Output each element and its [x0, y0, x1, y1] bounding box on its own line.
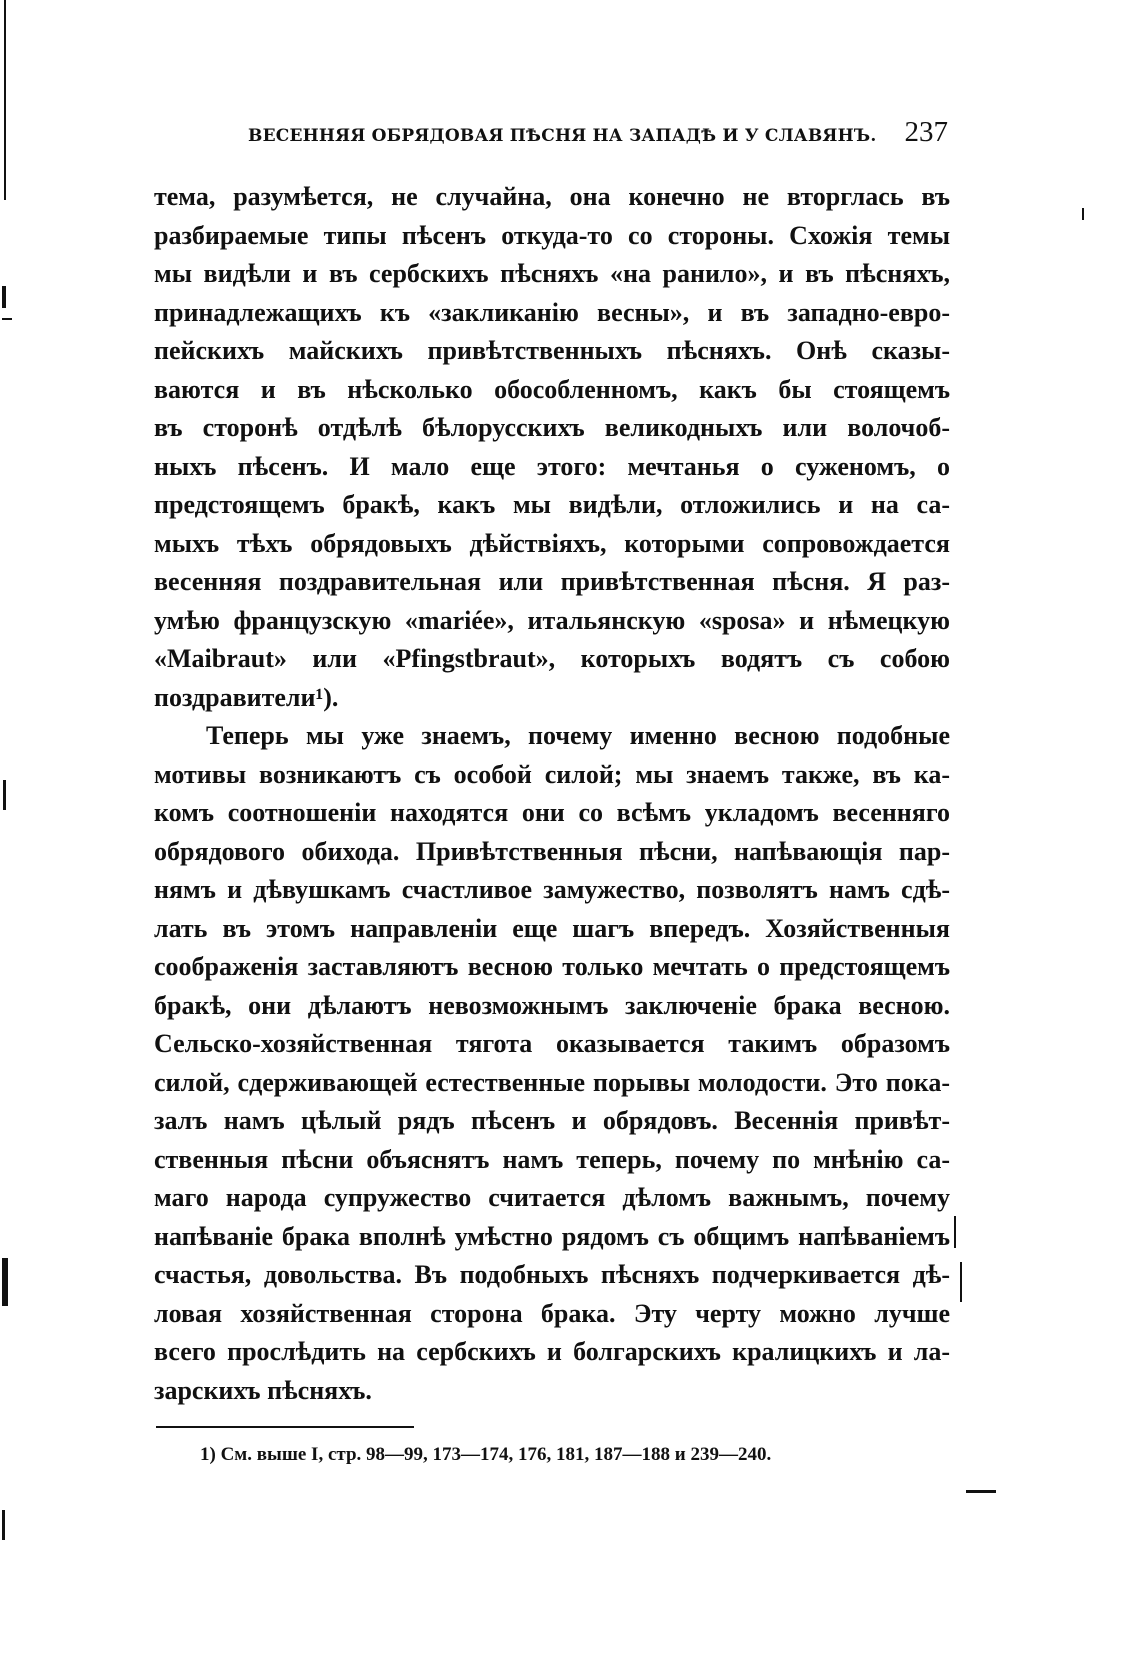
text-line: Сельско-хозяйственная тягота оказывается такимъ образомъ	[154, 1029, 950, 1058]
scan-margin-mark	[2, 1258, 8, 1306]
text-line: мыхъ тѣхъ обрядовыхъ дѣйствіяхъ, которыми сопровождается	[154, 528, 950, 558]
paragraph-1	[154, 178, 950, 717]
text-line: напѣваніе брака вполнѣ умѣстно рядомъ съ общимъ напѣваніемъ	[154, 1221, 950, 1251]
scan-margin-mark	[2, 286, 6, 308]
text-line: ныхъ пѣсенъ. И мало еще этого: мечтанья о суженомъ, о	[154, 451, 950, 481]
text-line: пейскихъ майскихъ привѣтственныхъ пѣсняхъ. Онѣ сказы-	[154, 336, 950, 365]
text-line: весенняя поздравительная или привѣтственная пѣсня. Я раз-	[154, 567, 950, 596]
scan-margin-mark	[954, 1216, 956, 1248]
text-line: мы видѣли и въ сербскихъ пѣсняхъ «на ранило», и въ пѣсняхъ,	[154, 259, 950, 288]
text-line: соображенія заставляютъ весною только мечтать о предстоящемъ	[154, 952, 950, 981]
text-line: мотивы возникаютъ съ особой силой; мы знаемъ также, въ ка-	[154, 759, 950, 789]
text-line: ственныя пѣсни объяснятъ намъ теперь, почему по мнѣнію са-	[154, 1144, 950, 1174]
scan-margin-mark	[966, 1490, 996, 1493]
scan-margin-mark	[4, 0, 6, 200]
text-line: нямъ и дѣвушкамъ счастливое замужество, позволятъ намъ сдѣ-	[154, 875, 950, 904]
text-line: умѣю французскую «mariée», итальянскую «sposa» и нѣмецкую	[154, 605, 950, 635]
footnote: 1) См. выше I, стр. 98—99, 173—174, 176, 181, 187—188 и 239—240.	[200, 1444, 772, 1465]
scan-margin-mark	[3, 780, 6, 810]
text-line: въ сторонѣ отдѣлѣ бѣлорусскихъ великодныхъ или волочоб-	[154, 413, 950, 442]
text-line: всего прослѣдить на сербскихъ и болгарскихъ кралицкихъ и ла-	[154, 1337, 950, 1366]
text-line: тема, разумѣется, не случайна, она конечно не вторглась въ	[154, 182, 950, 211]
page-header	[248, 116, 948, 156]
text-line: предстоящемъ бракѣ, какъ мы видѣли, отложились и на са-	[154, 490, 950, 519]
text-line: комъ соотношеніи находятся они со всѣмъ укладомъ весенняго	[154, 798, 950, 827]
page-number: 237	[904, 116, 948, 148]
scan-margin-mark	[2, 318, 12, 320]
scan-margin-mark	[1082, 208, 1084, 220]
scan-margin-mark	[960, 1262, 962, 1302]
text-line: ловая хозяйственная сторона брака. Эту черту можно лучше	[154, 1298, 950, 1328]
text-line: бракѣ, они дѣлаютъ невозможнымъ заключеніе брака весною.	[154, 990, 950, 1020]
text-line: Теперь мы уже знаемъ, почему именно весною подобные	[206, 721, 950, 750]
text-line: обрядового обихода. Привѣтственныя пѣсни, напѣвающія пар-	[154, 836, 950, 866]
scan-margin-mark	[2, 1510, 5, 1540]
text-line: «Maibraut» или «Pfingstbraut», которыхъ водятъ съ собою	[154, 644, 950, 673]
paragraph-2	[154, 717, 950, 1410]
text-line: разбираемые типы пѣсенъ откуда-то со стороны. Схожія темы	[154, 220, 950, 250]
text-line: лать въ этомъ направленіи еще шагъ впередъ. Хозяйственныя	[154, 913, 950, 943]
text-line: принадлежащихъ къ «закликанію весны», и въ западно-евро-	[154, 297, 950, 327]
text-line: счастья, довольства. Въ подобныхъ пѣсняхъ подчеркивается дѣ-	[154, 1260, 950, 1289]
footnote-rule	[156, 1426, 414, 1428]
text-line: ваются и въ нѣсколько обособленномъ, какъ бы стоящемъ	[154, 374, 950, 404]
text-line: маго народа супружество считается дѣломъ важнымъ, почему	[154, 1183, 950, 1212]
body-text	[154, 178, 950, 1410]
text-line: поздравители¹).	[154, 682, 339, 712]
running-head: ВЕСЕННЯЯ ОБРЯДОВАЯ ПѢСНЯ НА ЗАПАДѢ И У СЛАВЯНЪ.	[248, 126, 877, 146]
text-line: залъ намъ цѣлый рядъ пѣсенъ и обрядовъ. Весеннія привѣт-	[154, 1106, 950, 1135]
text-line: силой, сдерживающей естественные порывы молодости. Это пока-	[154, 1067, 950, 1097]
text-line: зарскихъ пѣсняхъ.	[154, 1375, 372, 1405]
